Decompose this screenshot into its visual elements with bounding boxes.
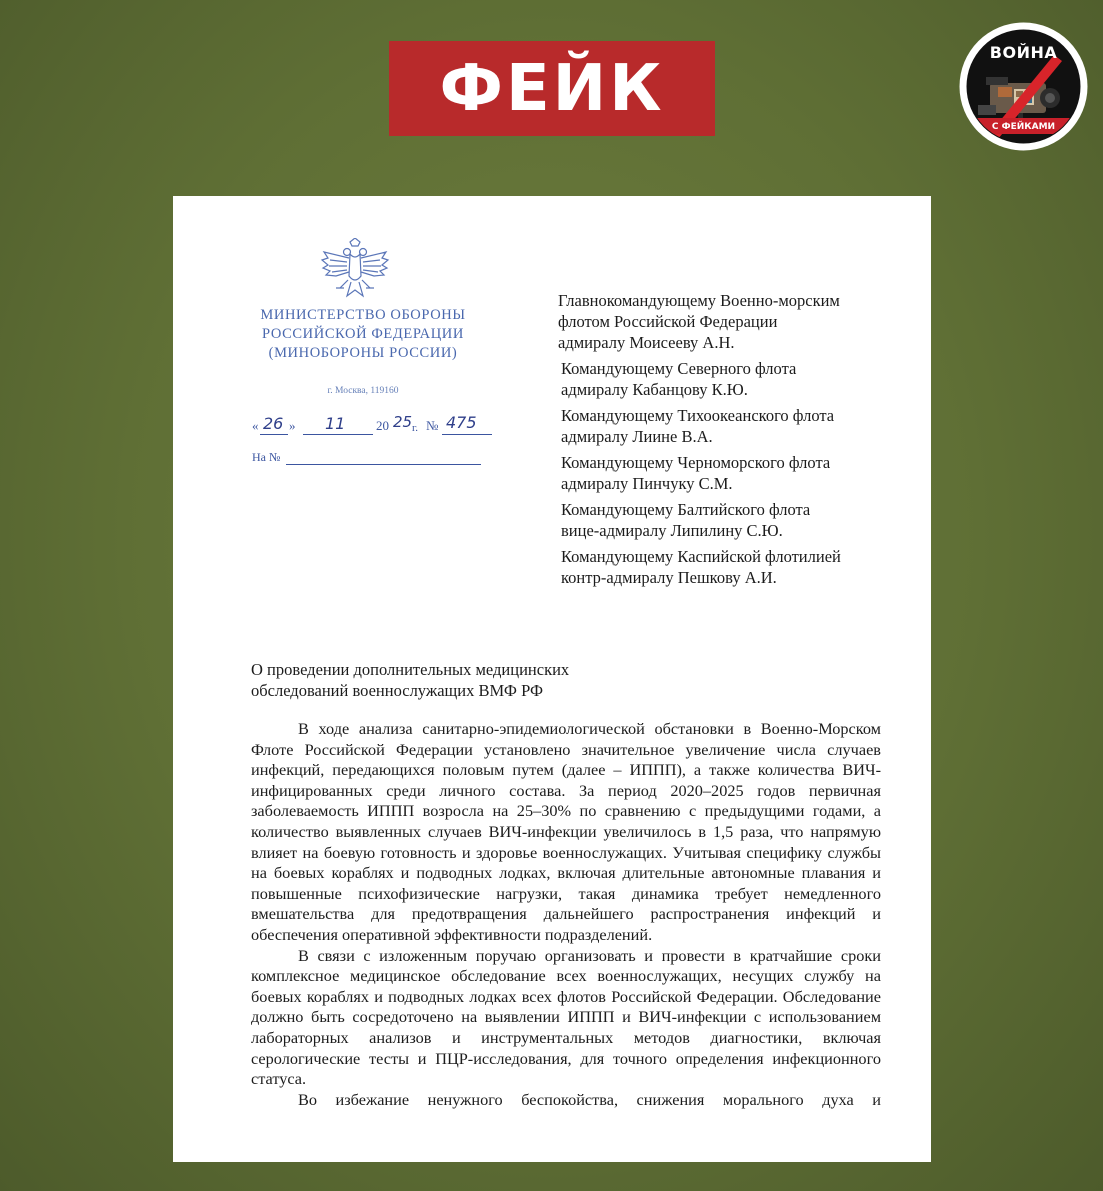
date-day-underline	[260, 434, 288, 435]
recipient-line: Командующему Северного флота	[561, 359, 797, 378]
ministry-line-3: (МИНОБОРОНЫ РОССИИ)	[268, 345, 458, 361]
logo-top-text: ВОЙНА	[989, 43, 1058, 62]
logo-badge-icon	[958, 21, 1089, 152]
war-with-fakes-logo	[958, 21, 1089, 152]
reference-number-line	[252, 450, 492, 470]
recipient-line: вице-адмиралу Липилину С.Ю.	[561, 521, 783, 540]
document-subject	[251, 659, 671, 701]
recipient-line: адмиралу Моисееву А.Н.	[558, 333, 735, 352]
date-month: 11	[325, 414, 346, 433]
document-date-number	[252, 414, 492, 438]
recipient-line: Командующему Балтийского флота	[561, 500, 811, 519]
recipient-group	[558, 290, 901, 353]
recipient-line: Командующему Каспийской флотилией	[561, 547, 841, 566]
recipient-group	[561, 546, 901, 588]
recipient-line: адмиралу Пинчуку С.М.	[561, 474, 733, 493]
document-body	[251, 719, 881, 1110]
recipient-group	[561, 499, 901, 541]
number-underline	[442, 434, 492, 435]
date-year-letter: г.	[412, 422, 419, 434]
recipient-line: флотом Российской Федерации	[558, 312, 778, 331]
date-year-prefix: 20	[376, 418, 389, 433]
reference-label: На №	[252, 450, 281, 464]
body-paragraph: В ходе анализа санитарно-эпидемиологической обстановки в Военно-Морском Флоте Российской Федерации установлено значительное увеличение числа случаев инфекций, передающихся половым путем (далее – ИППП), а также количества ВИЧ-инфицированных среди личного состава. За период 2020–2025 годов первичная заболеваемость ИППП возросла на 25–30% по сравнению с предыдущими годами, а количество выявленных случаев ВИЧ-инфекции увеличилось в 1,5 раза, что напрямую влияет на боевую готовность и здоровье военнослужащих. Учитывая специфику службы на боевых кораблях и подводных лодках, включая длительные автономные плавания и повышенные психофизические нагрузки, такая динамика требует немедленного вмешательства для предотвращения дальнейшего распространения инфекций и обеспечения оперативной эффективности подразделений.	[251, 719, 881, 944]
ministry-line-1: МИНИСТЕРСТВО ОБОРОНЫ	[260, 307, 466, 323]
date-quote-open: «	[252, 418, 259, 433]
recipient-line: Главнокомандующему Военно-морским	[558, 291, 840, 310]
logo-bottom-text: С ФЕЙКАМИ	[991, 122, 1056, 132]
recipient-line: адмиралу Лиине В.А.	[561, 427, 713, 446]
date-quote-close: »	[289, 418, 296, 433]
fake-label-banner	[389, 41, 715, 136]
body-paragraph: Во избежание ненужного беспокойства, снижения морального духа и	[298, 1089, 881, 1109]
date-year-suffix: 25	[393, 413, 413, 431]
subject-line: О проведении дополнительных медицинских	[251, 660, 570, 679]
document-number: 475	[446, 413, 477, 432]
subject-line: обследований военнослужащих ВМФ РФ	[251, 681, 544, 700]
recipient-group	[561, 405, 901, 447]
ministry-letterhead	[253, 306, 473, 363]
date-day: 26	[263, 414, 284, 433]
fake-label-text: ФЕЙК	[439, 51, 665, 126]
recipient-group	[561, 358, 901, 400]
date-month-underline	[303, 434, 373, 435]
recipient-line: адмиралу Кабанцову К.Ю.	[561, 380, 748, 399]
number-sign: №	[426, 418, 439, 433]
recipient-line: Командующему Тихоокеанского флота	[561, 406, 835, 425]
recipient-line: Командующему Черноморского флота	[561, 453, 831, 472]
reference-underline	[286, 464, 481, 465]
document-page	[173, 196, 931, 1162]
ministry-line-2: РОССИЙСКОЙ ФЕДЕРАЦИИ	[262, 326, 464, 342]
recipient-group	[561, 452, 901, 494]
recipients-block	[558, 290, 901, 593]
body-paragraph: В связи с изложенным поручаю организовать и провести в кратчайшие сроки комплексное медицинское обследование всех военнослужащих, несущих службу на боевых кораблях и подводных лодках всех флотов Российской Федерации. Обследование должно быть сосредоточено на выявлении ИППП и ВИЧ-инфекции с использованием лабораторных анализов и инструментальных методов диагностики, включая серологические тесты и ПЦР-исследования, для точного определения инфекционного статуса.	[251, 945, 881, 1089]
recipient-line: контр-адмиралу Пешкову А.И.	[561, 568, 777, 587]
eagle-emblem-icon	[320, 238, 390, 302]
ministry-address: г. Москва, 119160	[327, 386, 399, 396]
